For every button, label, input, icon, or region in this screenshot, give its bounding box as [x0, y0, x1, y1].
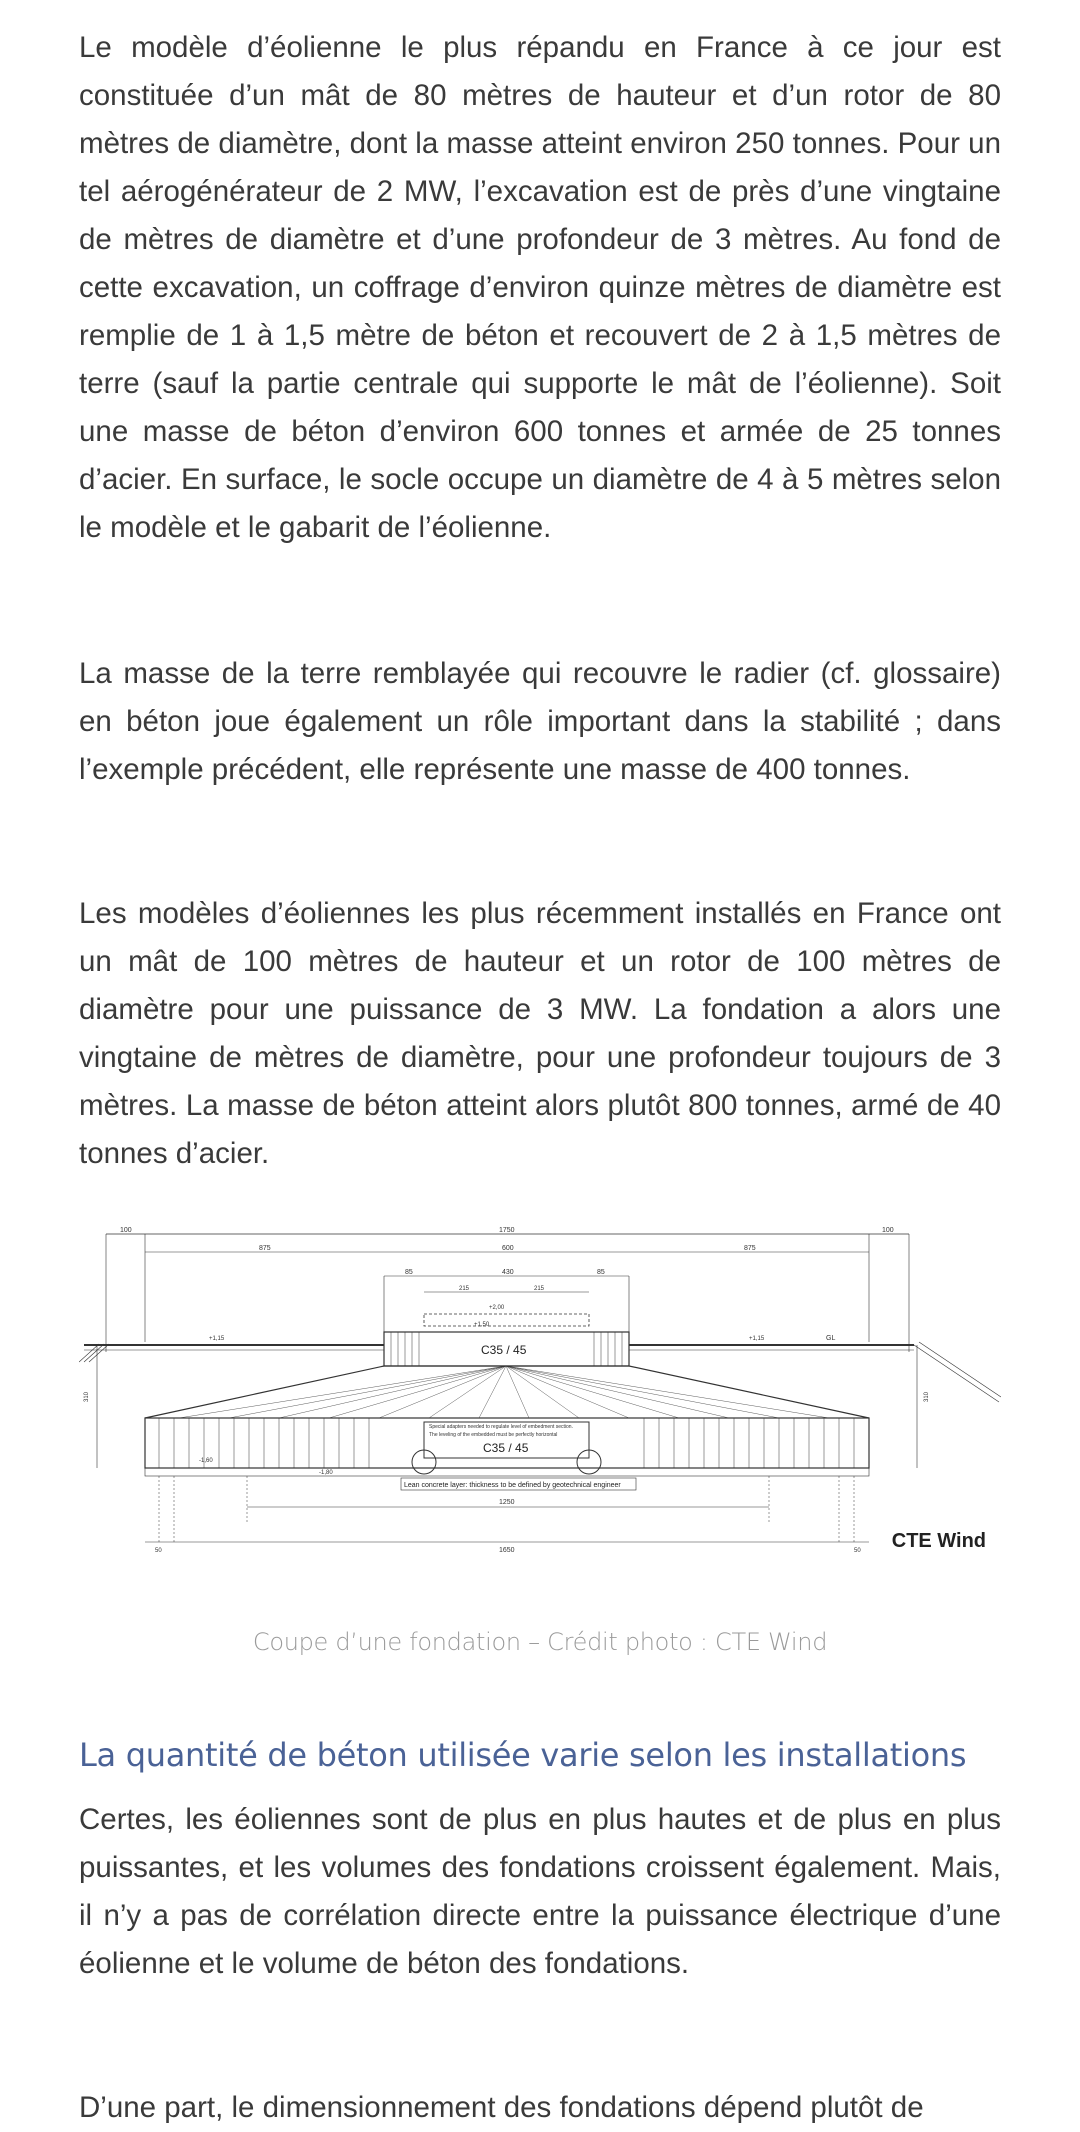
elev-115-right-label: +1,15 — [749, 1336, 765, 1342]
dim-430-label: 430 — [502, 1269, 514, 1276]
paragraph-1 — [79, 24, 1001, 552]
paragraph-4 — [79, 1796, 1001, 1988]
dim-100-right-label: 100 — [882, 1227, 894, 1234]
dim-875-right-label: 875 — [744, 1245, 756, 1252]
paragraph-text: D’une part, le dimensionnement des fondations dépend plutôt de — [79, 2091, 924, 2124]
paragraph-5 — [79, 2084, 1001, 2132]
watermark: CTE Wind — [891, 1530, 986, 1552]
section-heading: La quantité de béton utilisée varie selon les installations — [79, 1736, 967, 1774]
paragraph-text: Le modèle d’éolienne le plus répandu en France à ce jour est constituée d’un mât de 80 mètres de hauteur et d’un rotor de 80 mètres de diamètre, dont la masse atteint environ 250 tonnes. Pour un tel aérogénérateur de 2 MW, l’excavation est de près d’une vingtaine de mètres de diamètre et d’une profondeur de 3 mètres. Au fond de cette excavation, un coffrage d’environ quinze mètres de diamètre est remplie de 1 à 1,5 mètre de béton et recouvert de 2 à 1,5 mètres de terre (sauf la partie centrale qui supporte le mât de l’éolienne). Soit une masse de béton d’environ 600 tonnes et armée de 25 tonnes d’acier. En surface, le socle occupe un diamètre de 4 à 5 mètres selon le modèle et le gabarit de l’éolienne. — [79, 31, 1001, 544]
dim-100-left-label: 100 — [120, 1227, 132, 1234]
note-leveling: The leveling of the embedded must be perfectly horizontal — [429, 1432, 558, 1438]
paragraph-text: Certes, les éoliennes sont de plus en plus hautes et de plus en plus puissantes, et les volumes des fondations croissent également. Mais, il n’y a pas de corrélation directe entre la puissance électrique d’une éolienne et le volume de béton des fondations. — [79, 1803, 1001, 1980]
dim-310-right-label: 310 — [924, 1391, 930, 1402]
dim-310-left-label: 310 — [84, 1391, 90, 1402]
lean-concrete-label: Lean concrete layer: thickness to be defined by geotechnical engineer — [404, 1482, 621, 1489]
foundation-section-drawing — [79, 1222, 1001, 1578]
paragraph-text: Les modèles d’éoliennes les plus récemment installés en France ont un mât de 100 mètres de hauteur et un rotor de 100 mètres de diamètre pour une puissance de 3 MW. La fondation a alors une vingtaine de mètres de diamètre, pour une profondeur toujours de 3 mètres. La masse de béton atteint alors plutôt 800 tonnes, armé de 40 tonnes d’acier. — [79, 897, 1001, 1170]
note-adapters: Special adapters needed to regulate level of embedment section. — [429, 1424, 573, 1430]
gl-label: GL — [826, 1335, 836, 1342]
elev-180-label: -1,80 — [319, 1470, 333, 1476]
dim-215-right-label: 215 — [534, 1286, 545, 1292]
elev-200-label: +2,00 — [489, 1305, 505, 1311]
dim-50-left-label: 50 — [155, 1548, 162, 1554]
dim-875-left-label: 875 — [259, 1245, 271, 1252]
dim-85-left-label: 85 — [405, 1269, 413, 1276]
paragraph-text: La masse de la terre remblayée qui recouvre le radier (cf. glossaire) en béton joue également un rôle important dans la stabilité ; dans l’exemple précédent, elle représente une masse de 400 tonnes. — [79, 657, 1001, 786]
paragraph-2 — [79, 650, 1001, 794]
concrete-bottom-label: C35 / 45 — [483, 1441, 529, 1455]
dim-50-right-label: 50 — [854, 1548, 861, 1554]
concrete-top-label: C35 / 45 — [481, 1343, 527, 1357]
figure-caption: Coupe d’une fondation – Crédit photo : CTE Wind — [252, 1628, 828, 1656]
elev-150-label: +1,50 — [474, 1322, 490, 1328]
dim-600-label: 600 — [502, 1245, 514, 1252]
dim-1250-label: 1250 — [499, 1499, 515, 1506]
dim-1650-label: 1650 — [499, 1547, 515, 1554]
dim-85-right-label: 85 — [597, 1269, 605, 1276]
dim-total-label: 1750 — [499, 1227, 515, 1234]
elev-160-label: -1,60 — [199, 1458, 213, 1464]
dim-215-left-label: 215 — [459, 1286, 470, 1292]
elev-115-left-label: +1,15 — [209, 1336, 225, 1342]
paragraph-3 — [79, 890, 1001, 1178]
